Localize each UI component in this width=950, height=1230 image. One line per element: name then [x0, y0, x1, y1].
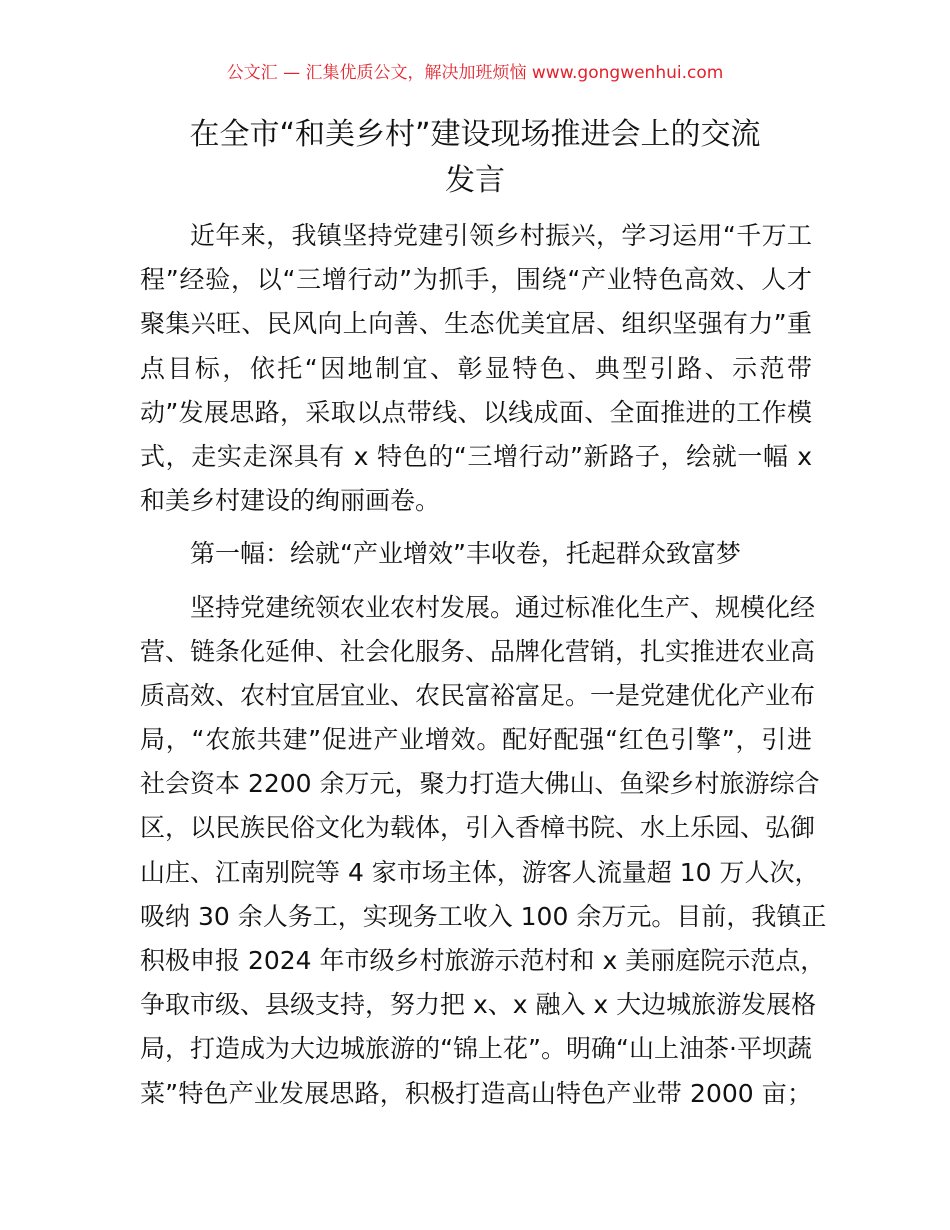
text-line: 坚持党建统领农业农村发展。通过标准化生产、规模化经: [190, 592, 816, 622]
text-line: 区，以民族民俗文化为载体，引入香樟书院、水上乐园、弘御: [140, 813, 816, 843]
text-line: 式，走实走深具有 x 特色的“三增行动”新路子，绘就一幅 x: [140, 441, 812, 471]
section-paragraph: [140, 586, 827, 1116]
text-line: 营、链条化延伸、社会化服务、品牌化营销，扎实推进农业高: [140, 636, 816, 666]
text-line: 近年来，我镇坚持党建引领乡村振兴，学习运用“千万工: [190, 221, 812, 250]
text-line: 质高效、农村宜居宜业、农民富裕富足。一是党建优化产业布: [140, 680, 816, 710]
section-heading: [140, 532, 812, 576]
text-line: 聚集兴旺、民风向上向善、生态优美宜居、组织坚强有力”重: [140, 309, 812, 339]
text-line: 局，打造成为大边城旅游的“锦上花”。明确“山上油茶·平坝蔬: [140, 1034, 812, 1064]
text-line: 和美乡村建设的绚丽画卷。: [140, 486, 441, 516]
text-line: 社会资本 2200 余万元，聚力打造大佛山、鱼梁乡村旅游综合: [140, 769, 820, 799]
text-line: 争取市级、县级支持，努力把 x、x 融入 x 大边城旅游发展格: [140, 990, 817, 1020]
text-line: 山庄、江南别院等 4 家市场主体，游客人流量超 10 万人次，: [140, 857, 820, 887]
title-line-2: 发言: [445, 163, 505, 198]
text-line: 积极申报 2024 年市级乡村旅游示范村和 x 美丽庭院示范点，: [140, 946, 826, 975]
watermark-banner: 公文汇 — 汇集优质公文，解决加班烦恼 www.gongwenhui.com: [226, 63, 724, 83]
intro-paragraph: [140, 214, 812, 523]
text-line: 菜”特色产业发展思路，积极打造高山特色产业带 2000 亩；: [140, 1078, 812, 1108]
document-body: [140, 214, 827, 1116]
text-line: 程”经验，以“三增行动”为抓手，围绕“产业特色高效、人才: [140, 265, 812, 295]
document-title: [100, 112, 850, 204]
text-line: 点目标，依托“因地制宜、彰显特色、典型引路、示范带: [140, 353, 812, 383]
text-line: 局，“农旅共建”促进产业增效。配好配强“红色引擎”，引进: [140, 725, 812, 755]
title-line-1: 在全市“和美乡村”建设现场推进会上的交流: [189, 117, 761, 152]
text-line: 吸纳 30 余人务工，实现务工收入 100 余万元。目前，我镇正: [140, 901, 827, 931]
text-line: 动”发展思路，采取以点带线、以线成面、全面推进的工作模: [140, 397, 812, 427]
section-heading-text: 第一幅：绘就“产业增效”丰收卷，托起群众致富梦: [190, 539, 741, 569]
